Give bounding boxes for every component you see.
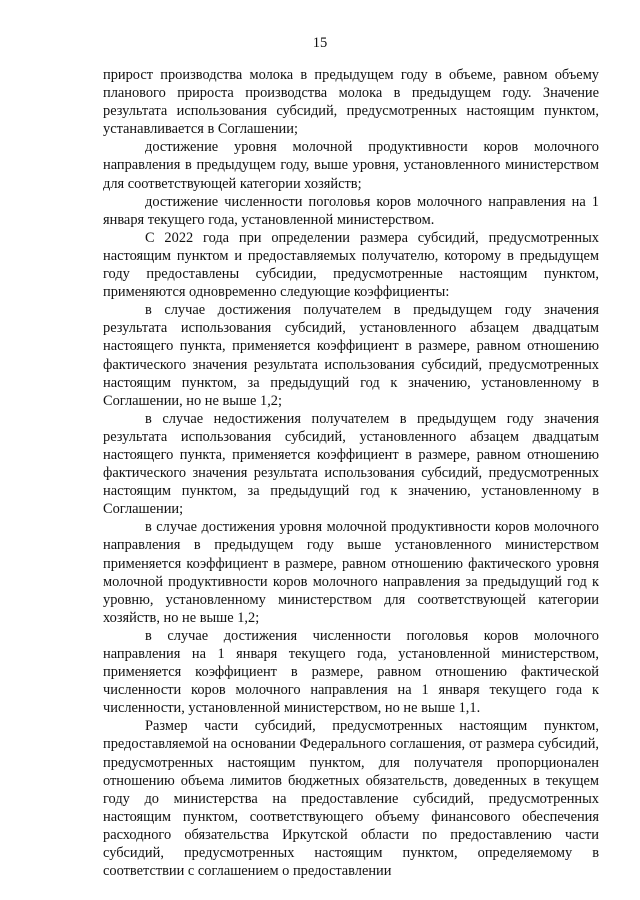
paragraph: в случае достижения получателем в предыдущем году значения результата использования субсидий, установленного абзацем двадцатым настоящего пункта, применяется коэффициент в размере, равном отношению фактического значения результата использования субсидий, предусмотренных настоящим пунктом, за предыдущий год к значению, установленному в Соглашении, но не выше 1,2; [103, 302, 599, 409]
paragraph: Размер части субсидий, предусмотренных настоящим пунктом, предоставляемой на основании Федерального соглашения, от размера субсидий, предусмотренных настоящим пунктом, для получателя пропорционален отношению объема лимитов бюджетных обязательств, доведенных в текущем году до министерства на предоставление субсидий, предусмотренных настоящим пунктом, соответствующего объему финансового обеспечения расходного обязательства Иркутской области по предоставлению части субсидий, предусмотренных настоящим пунктом, определяемому в соответствии с соглашением о предоставлении [103, 718, 599, 880]
document-body [103, 66, 599, 880]
paragraph: С 2022 года при определении размера субсидий, предусмотренных настоящим пунктом и предоставляемых получателю, которому в предыдущем году предоставлены субсидии, предусмотренные настоящим пунктом, применяются одновременно следующие коэффициенты: [103, 229, 599, 301]
paragraph: в случае недостижения получателем в предыдущем году значения результата использования субсидий, установленного абзацем двадцатым настоящего пункта, применяется коэффициент в размере, равном отношению фактического значения результата использования субсидий, предусмотренных настоящим пунктом, за предыдущий год к значению, установленному в Соглашении; [103, 410, 599, 518]
page-number: 15 [312, 35, 328, 51]
paragraph: прирост производства молока в предыдущем году в объеме, равном объему планового прироста производства молока в предыдущем году. Значение результата использования субсидий, предусмотренных настоящим пунктом, устанавливается в Соглашении; [103, 67, 599, 138]
paragraph: достижение уровня молочной продуктивности коров молочного направления в предыдущем году, выше уровня, установленного министерством для соответствующей категории хозяйств; [103, 139, 599, 192]
paragraph: в случае достижения уровня молочной продуктивности коров молочного направления в предыдущем году выше установленного министерством применяется коэффициент в размере, равном отношению фактического уровня молочной продуктивности коров молочного направления за предыдущий год к уровню, установленному министерством для соответствующей категории хозяйств, но не выше 1,2; [103, 519, 599, 626]
paragraph: достижение численности поголовья коров молочного направления на 1 января текущего года, установленной министерством. [103, 193, 599, 228]
paragraph: в случае достижения численности поголовья коров молочного направления на 1 января текущего года, установленной министерством, применяется коэффициент в размере, равном отношению фактической численности коров молочного направления на 1 января текущего года к численности, установленной министерством, но не выше 1,1. [103, 627, 599, 717]
